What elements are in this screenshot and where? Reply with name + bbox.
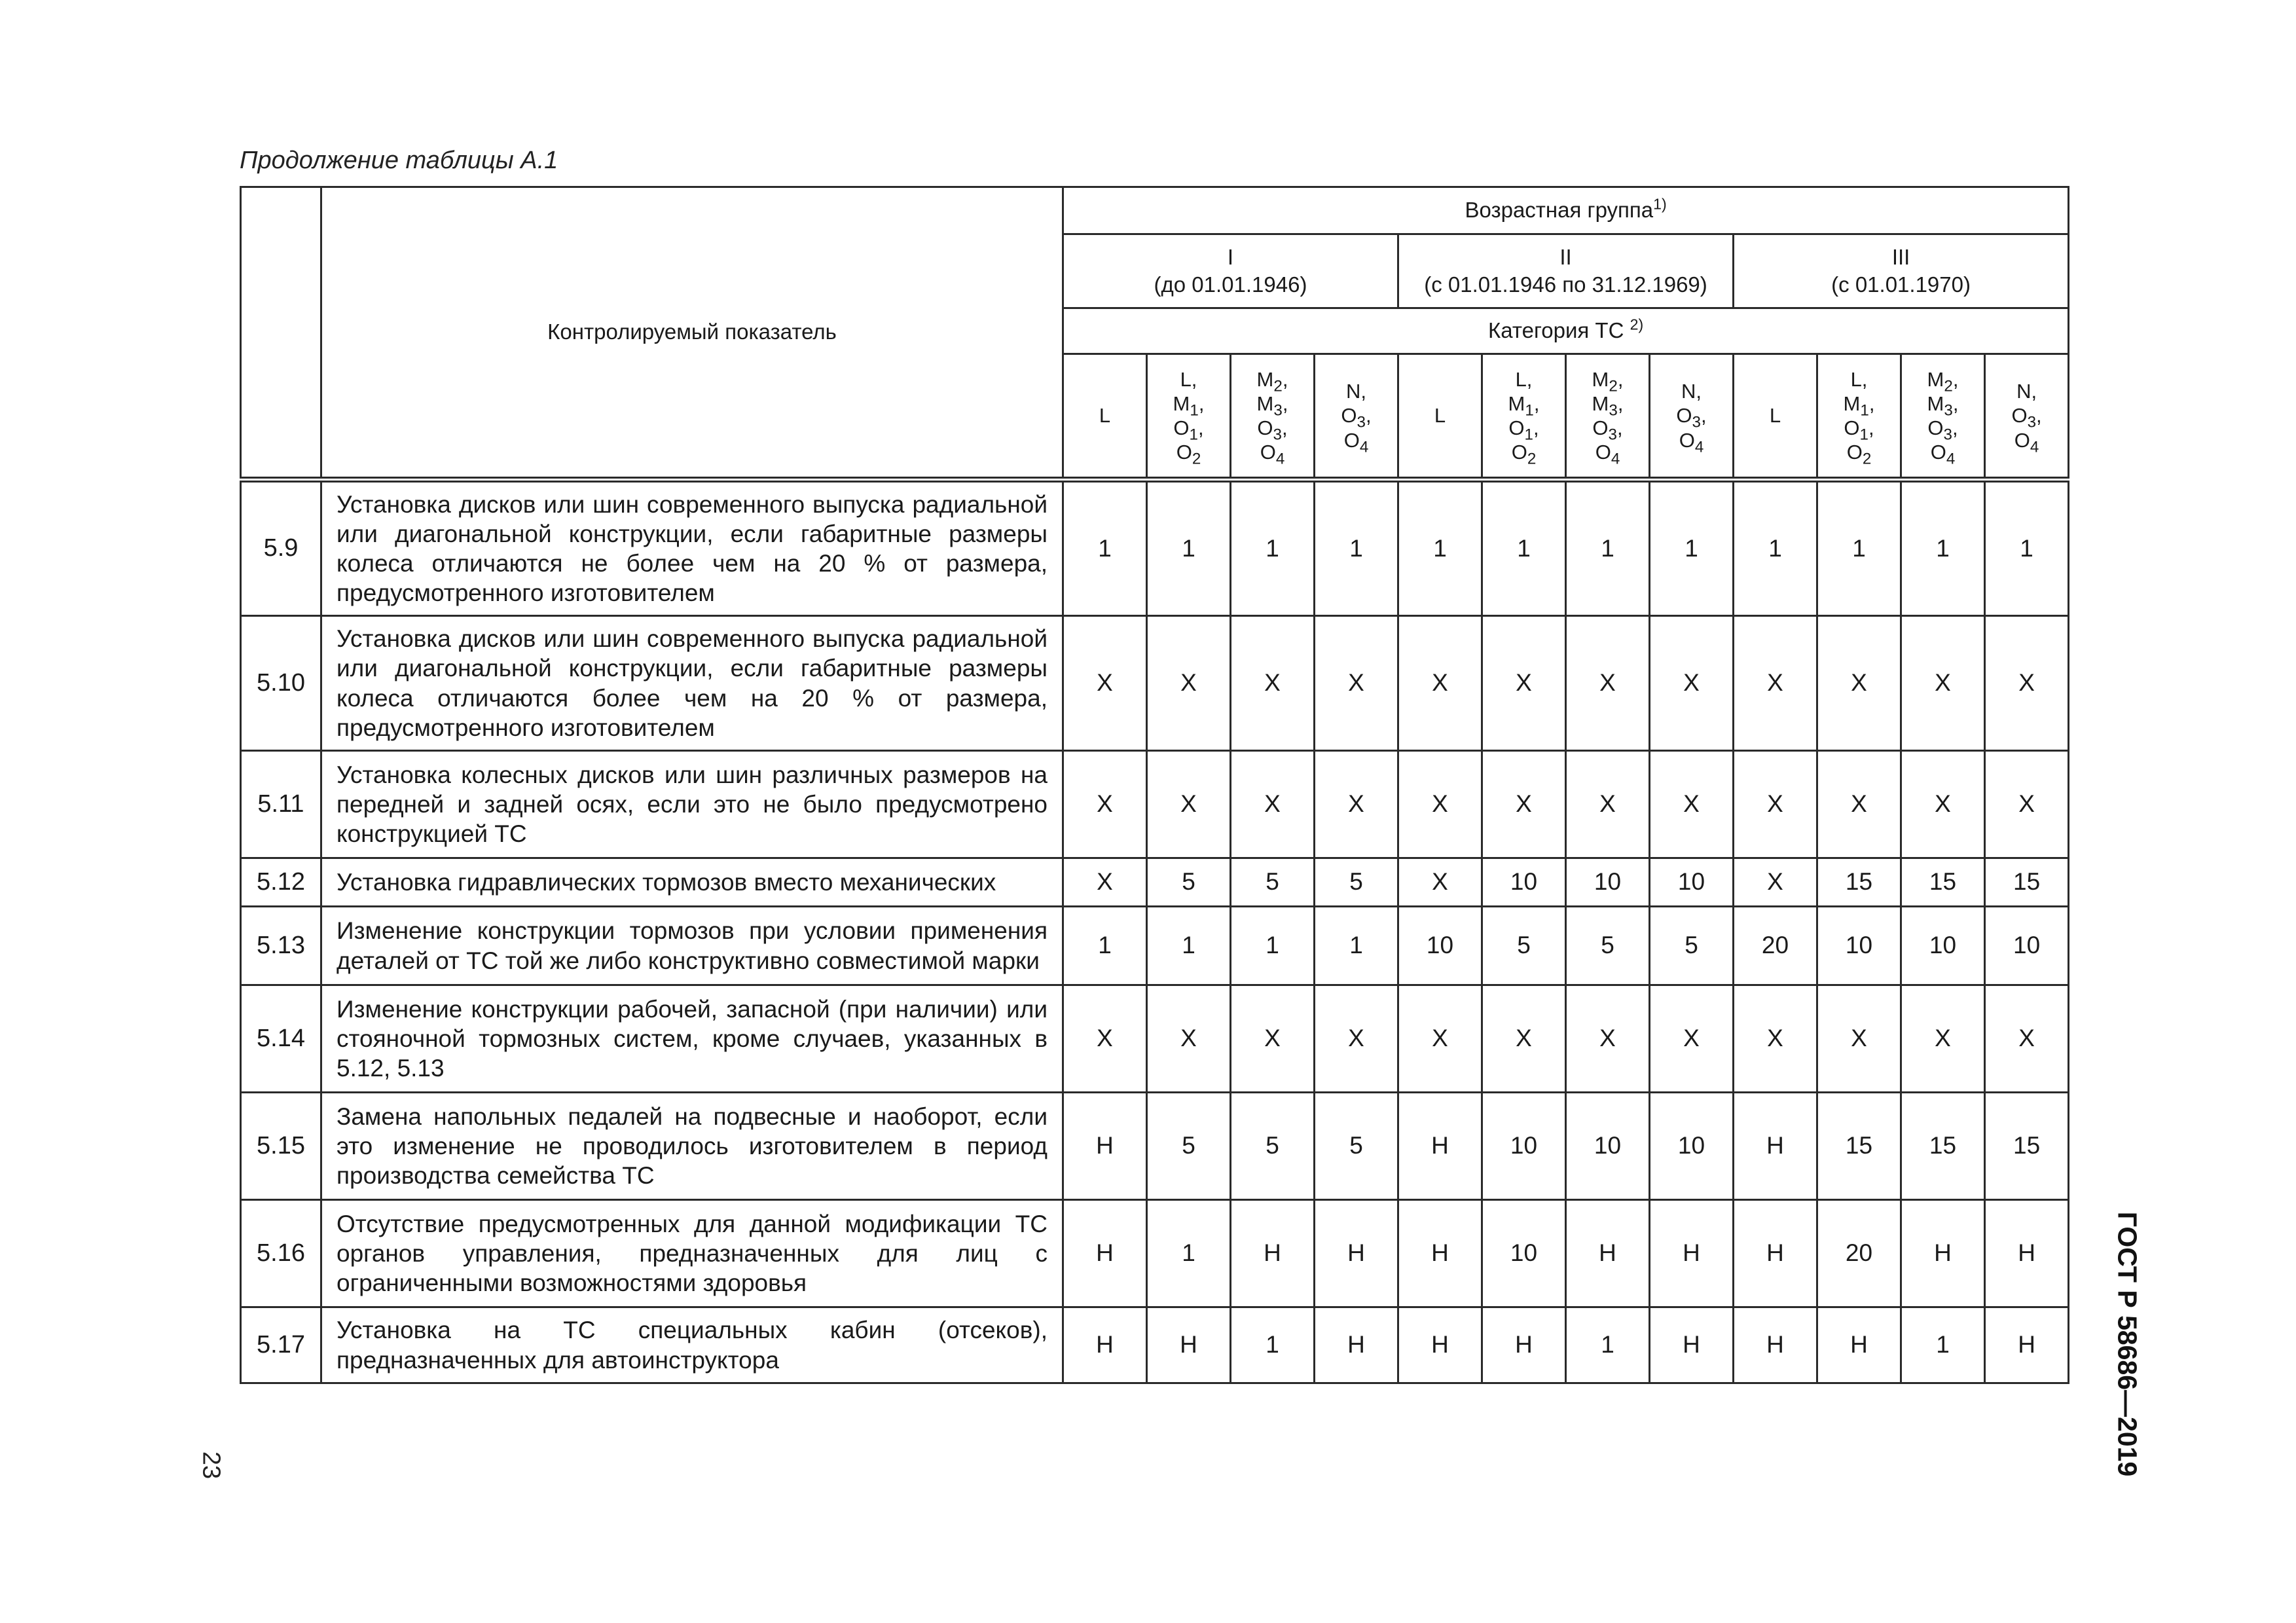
value-cell: X [1817,985,1901,1093]
age-group-cell: II (с 01.01.1946 по 31.12.1969) [1398,234,1734,308]
value-cell: X [1482,751,1566,858]
value-cell: X [1398,858,1482,907]
item-description: Отсутствие предусмотренных для данной модификации ТС органов управления, предназначенных для лиц с ограниченными возможностями здоровья [321,1200,1063,1307]
category-cell: $M_2$, $M_3$, $O_3$, $O_4$ [1231,354,1315,480]
value-cell: 5 [1147,858,1231,907]
value-cell: X [1734,985,1817,1093]
value-cell: X [1063,858,1147,907]
value-cell: X [1482,985,1566,1093]
item-description: Изменение конструкции рабочей, запасной (при наличии) или стояночной тормозных систем, кроме случаев, указанных в 5.12, 5.13 [321,985,1063,1093]
value-cell: X [1734,751,1817,858]
value-cell: 1 [1817,480,1901,616]
table-row [241,907,2069,985]
value-cell: Н [1650,1200,1734,1307]
item-number: 5.10 [241,616,321,751]
value-cell: 10 [1566,858,1650,907]
document-code: ГОСТ Р 58686—2019 [2112,1211,2143,1477]
item-number: 5.14 [241,985,321,1093]
value-cell: Н [1734,1307,1817,1383]
category-cell: N, $O_3$, $O_4$ [1650,354,1734,480]
value-cell: Н [1231,1200,1315,1307]
category-cell: L [1734,354,1817,480]
value-cell: 10 [1817,907,1901,985]
value-cell: 20 [1734,907,1817,985]
item-number: 5.11 [241,751,321,858]
value-cell: 1 [1650,480,1734,616]
value-cell: 10 [1650,858,1734,907]
item-description: Установка дисков или шин современного выпуска радиальной или диагональной конструкции, если габаритные размеры колеса отличаются не более чем на 20 % от размера, предусмотренного изготовителем [321,480,1063,616]
category-cell: L, $M_1$, $O_1$, $O_2$ [1147,354,1231,480]
value-cell: X [1063,751,1147,858]
value-cell: X [1398,751,1482,858]
value-cell: X [1566,616,1650,751]
value-cell: 10 [1482,1093,1566,1200]
table-row [241,751,2069,858]
value-cell: X [1231,751,1315,858]
category-cell: $M_2$, $M_3$, $O_3$, $O_4$ [1901,354,1985,480]
table-row [241,1307,2069,1383]
value-cell: Н [1315,1200,1398,1307]
value-cell: Н [1063,1307,1147,1383]
item-number: 5.16 [241,1200,321,1307]
category-header: Категория ТС $^{2)}$ [1063,308,2069,354]
footnote-mark: 1) [1653,195,1667,213]
value-cell: 10 [1482,858,1566,907]
value-cell: 1 [1985,480,2069,616]
category-cell: L [1063,354,1147,480]
value-cell: Н [1817,1307,1901,1383]
value-cell: 15 [1985,858,2069,907]
value-cell: X [1147,616,1231,751]
value-cell: 5 [1315,1093,1398,1200]
value-cell: 15 [1817,858,1901,907]
value-cell: X [1650,616,1734,751]
table-header [241,187,2069,480]
value-cell: X [1315,751,1398,858]
value-cell: X [1315,616,1398,751]
value-cell: Н [1147,1307,1231,1383]
item-description: Установка гидравлических тормозов вместо механических [321,858,1063,907]
item-description: Установка на ТС специальных кабин (отсеков), предназначенных для автоинструктора [321,1307,1063,1383]
value-cell: 1 [1231,1307,1315,1383]
value-cell: 15 [1817,1093,1901,1200]
value-cell: 10 [1482,1200,1566,1307]
value-cell: X [1063,616,1147,751]
value-cell: 1 [1147,1200,1231,1307]
item-description: Установка дисков или шин современного выпуска радиальной или диагональной конструкции, если габаритные размеры колеса отличаются более чем на 20 % от размера, предусмотренного изготовителем [321,616,1063,751]
value-cell: Н [1650,1307,1734,1383]
value-cell: X [1901,616,1985,751]
item-number: 5.13 [241,907,321,985]
table-row [241,1200,2069,1307]
value-cell: X [1985,985,2069,1093]
value-cell: X [1901,985,1985,1093]
category-cell: N, $O_3$, $O_4$ [1315,354,1398,480]
value-cell: 1 [1482,480,1566,616]
indicator-header: Контролируемый показатель [321,187,1063,480]
value-cell: 1 [1566,480,1650,616]
value-cell: Н [1734,1200,1817,1307]
value-cell: 1 [1231,480,1315,616]
value-cell: 10 [1901,907,1985,985]
value-cell: 1 [1566,1307,1650,1383]
value-cell: 5 [1315,858,1398,907]
value-cell: Н [1482,1307,1566,1383]
category-cell: L [1398,354,1482,480]
footnote-mark: 2) [1630,316,1644,333]
item-number: 5.12 [241,858,321,907]
value-cell: X [1985,616,2069,751]
value-cell: X [1985,751,2069,858]
category-cell: $M_2$, $M_3$, $O_3$, $O_4$ [1566,354,1650,480]
value-cell: 1 [1398,480,1482,616]
value-cell: Н [1734,1093,1817,1200]
value-cell: 1 [1231,907,1315,985]
value-cell: X [1482,616,1566,751]
value-cell: Н [1398,1093,1482,1200]
item-description: Изменение конструкции тормозов при условии применения деталей от ТС той же либо конструктивно совместимой марки [321,907,1063,985]
value-cell: Н [1566,1200,1650,1307]
value-cell: 10 [1985,907,2069,985]
value-cell: X [1734,616,1817,751]
value-cell: X [1817,751,1901,858]
table-row [241,985,2069,1093]
value-cell: X [1398,616,1482,751]
category-cell: L, $M_1$, $O_1$, $O_2$ [1482,354,1566,480]
value-cell: Н [1398,1307,1482,1383]
value-cell: 15 [1985,1093,2069,1200]
value-cell: 1 [1147,907,1231,985]
item-number: 5.9 [241,480,321,616]
item-description: Установка колесных дисков или шин различных размеров на передней и задней осях, если это не было предусмотрено конструкцией ТС [321,751,1063,858]
value-cell: 1 [1147,480,1231,616]
value-cell: Н [1985,1307,2069,1383]
value-cell: 1 [1734,480,1817,616]
item-description: Замена напольных педалей на подвесные и наоборот, если это изменение не проводилось изготовителем в период производства семейства ТС [321,1093,1063,1200]
value-cell: Н [1315,1307,1398,1383]
table-row [241,1093,2069,1200]
item-number: 5.15 [241,1093,321,1200]
value-cell: X [1063,985,1147,1093]
value-cell: Н [1901,1200,1985,1307]
value-cell: 5 [1650,907,1734,985]
value-cell: 20 [1817,1200,1901,1307]
value-cell: X [1734,858,1817,907]
value-cell: Н [1398,1200,1482,1307]
item-number: 5.17 [241,1307,321,1383]
value-cell: X [1566,985,1650,1093]
category-cell: L, $M_1$, $O_1$, $O_2$ [1817,354,1901,480]
age-group-cell: III (с 01.01.1970) [1734,234,2069,308]
page-number: 23 [197,1451,225,1480]
value-cell: 10 [1398,907,1482,985]
value-cell: 5 [1566,907,1650,985]
age-group-header: Возрастная группа$^{1)}$ [1063,187,2069,234]
table-row [241,616,2069,751]
value-cell: X [1147,985,1231,1093]
value-cell: 1 [1315,907,1398,985]
value-cell: 1 [1901,480,1985,616]
value-cell: 1 [1901,1307,1985,1383]
value-cell: 15 [1901,1093,1985,1200]
value-cell: Н [1063,1093,1147,1200]
value-cell: 1 [1063,907,1147,985]
age-group-cell: I (до 01.01.1946) [1063,234,1398,308]
value-cell: X [1398,985,1482,1093]
value-cell: X [1817,616,1901,751]
value-cell: X [1650,985,1734,1093]
category-cell: N, $O_3$, $O_4$ [1985,354,2069,480]
value-cell: Н [1063,1200,1147,1307]
number-header [241,187,321,480]
value-cell: X [1231,985,1315,1093]
value-cell: X [1901,751,1985,858]
value-cell: X [1231,616,1315,751]
table-row [241,480,2069,616]
value-cell: Н [1985,1200,2069,1307]
value-cell: 5 [1147,1093,1231,1200]
table-row [241,858,2069,907]
value-cell: 1 [1063,480,1147,616]
value-cell: 10 [1650,1093,1734,1200]
value-cell: 1 [1315,480,1398,616]
table-caption: Продолжение таблицы А.1 [240,147,558,174]
value-cell: X [1315,985,1398,1093]
value-cell: X [1650,751,1734,858]
value-cell: 5 [1482,907,1566,985]
value-cell: 5 [1231,858,1315,907]
value-cell: 10 [1566,1093,1650,1200]
table-body [241,480,2069,1383]
value-cell: X [1147,751,1231,858]
data-table [240,186,2069,1384]
value-cell: 5 [1231,1093,1315,1200]
value-cell: X [1566,751,1650,858]
value-cell: 15 [1901,858,1985,907]
